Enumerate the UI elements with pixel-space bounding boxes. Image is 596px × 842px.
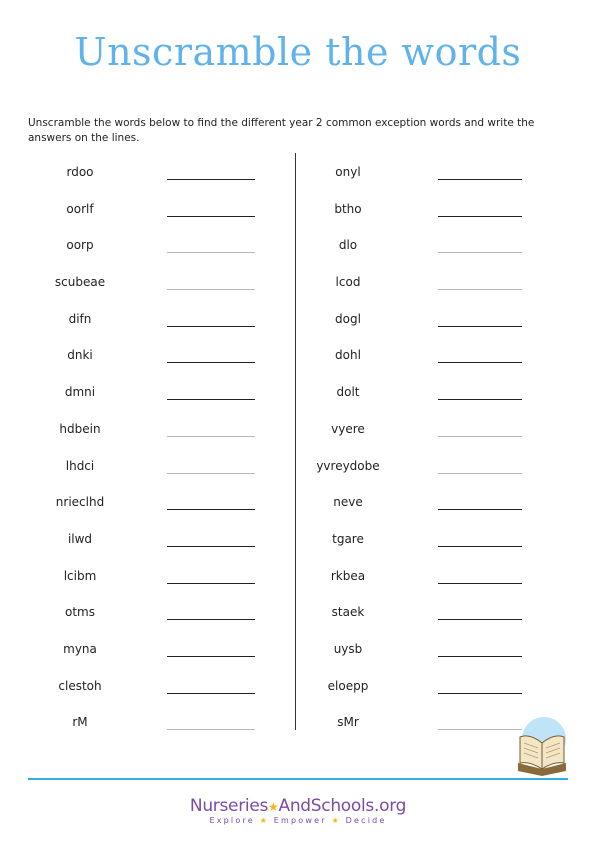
scrambled-word: myna <box>63 641 97 656</box>
word-row <box>30 302 290 339</box>
answer-line[interactable] <box>167 216 255 217</box>
word-row <box>300 228 560 265</box>
scrambled-word: nrieclhd <box>55 495 105 510</box>
scrambled-word: yvreydobe <box>316 458 380 473</box>
scrambled-word: rdoo <box>66 165 94 179</box>
scrambled-word: scubeae <box>54 275 106 290</box>
word-row <box>30 338 290 375</box>
scrambled-word: dohl <box>335 348 361 363</box>
scrambled-word: clestoh <box>58 678 102 693</box>
scrambled-word: sMr <box>337 715 359 730</box>
word-row <box>30 412 290 449</box>
instructions-text: Unscramble the words below to find the different year 2 common exception words and write the answers on the lines. <box>28 117 535 144</box>
answer-line[interactable] <box>438 583 522 584</box>
scrambled-word: hdbein <box>59 421 101 436</box>
answer-line[interactable] <box>167 436 255 437</box>
word-row <box>300 632 560 669</box>
answer-line[interactable] <box>167 693 255 694</box>
answer-line[interactable] <box>438 656 522 657</box>
word-row <box>30 375 290 412</box>
word-row <box>300 192 560 229</box>
answer-line[interactable] <box>167 473 255 474</box>
answer-line[interactable] <box>167 252 255 253</box>
brand-tagline: Explore ★ Empower ★ Decide <box>209 816 387 825</box>
scrambled-word: neve <box>333 495 363 510</box>
answer-line[interactable] <box>438 619 522 620</box>
brand-name: Nurseries★AndSchools.org <box>189 796 407 816</box>
answer-line[interactable] <box>438 326 522 327</box>
right-word-column <box>300 155 560 742</box>
word-row <box>30 155 290 192</box>
word-row <box>30 705 290 742</box>
scrambled-word: ilwd <box>67 531 93 546</box>
left-word-column <box>30 155 290 742</box>
footer-logo <box>0 796 596 825</box>
word-row <box>300 449 560 486</box>
answer-line[interactable] <box>167 729 255 730</box>
word-row <box>30 522 290 559</box>
word-row <box>300 559 560 596</box>
scrambled-word: dlo <box>338 238 358 253</box>
answer-line[interactable] <box>438 399 522 400</box>
bottom-rule <box>28 778 568 780</box>
answer-line[interactable] <box>167 546 255 547</box>
column-divider <box>295 153 296 730</box>
word-row <box>300 412 560 449</box>
word-row <box>30 265 290 302</box>
word-row <box>300 669 560 706</box>
scrambled-word: tgare <box>332 531 364 546</box>
answer-line[interactable] <box>167 362 255 363</box>
answer-line[interactable] <box>167 656 255 657</box>
answer-line[interactable] <box>438 436 522 437</box>
word-row <box>30 595 290 632</box>
scrambled-word: otms <box>65 605 95 620</box>
answer-line[interactable] <box>167 509 255 510</box>
answer-line[interactable] <box>167 399 255 400</box>
answer-line[interactable] <box>438 546 522 547</box>
answer-line[interactable] <box>438 729 522 730</box>
scrambled-word: oorlf <box>66 201 94 216</box>
scrambled-word: lcibm <box>63 568 97 583</box>
word-row <box>300 338 560 375</box>
answer-line[interactable] <box>438 252 522 253</box>
word-row <box>300 375 560 412</box>
scrambled-word: lhdci <box>65 458 95 473</box>
scrambled-word: difn <box>68 311 92 326</box>
scrambled-word: btho <box>334 201 362 216</box>
word-row <box>30 632 290 669</box>
scrambled-word: eloepp <box>327 678 369 693</box>
scrambled-word: rM <box>72 715 88 730</box>
answer-line[interactable] <box>438 693 522 694</box>
scrambled-word: dmni <box>64 385 96 400</box>
word-row <box>300 155 560 192</box>
scrambled-word: dogl <box>335 311 361 326</box>
word-row <box>300 485 560 522</box>
answer-line[interactable] <box>167 289 255 290</box>
word-row <box>300 302 560 339</box>
scrambled-word: staek <box>331 605 365 620</box>
answer-line[interactable] <box>167 583 255 584</box>
word-row <box>300 265 560 302</box>
word-row <box>30 559 290 596</box>
scrambled-word: lcod <box>335 275 361 290</box>
scrambled-word: dnki <box>67 348 93 363</box>
answer-line[interactable] <box>167 326 255 327</box>
word-row <box>300 595 560 632</box>
scrambled-word: rkbea <box>330 568 366 583</box>
scrambled-word: oorp <box>66 238 94 253</box>
answer-line[interactable] <box>438 473 522 474</box>
page-title: Unscramble the words <box>74 30 522 74</box>
word-row <box>300 522 560 559</box>
scrambled-word: onyl <box>335 165 361 179</box>
open-book-icon <box>512 713 572 777</box>
answer-line[interactable] <box>167 619 255 620</box>
answer-line[interactable] <box>438 179 522 180</box>
word-row <box>30 669 290 706</box>
word-row <box>30 192 290 229</box>
scrambled-word: vyere <box>331 421 365 436</box>
answer-line[interactable] <box>438 362 522 363</box>
word-row <box>30 449 290 486</box>
scrambled-word: dolt <box>336 385 360 400</box>
answer-line[interactable] <box>438 289 522 290</box>
word-row <box>30 485 290 522</box>
word-row <box>30 228 290 265</box>
answer-line[interactable] <box>438 509 522 510</box>
scrambled-word: uysb <box>333 641 363 656</box>
answer-line[interactable] <box>167 179 255 180</box>
answer-line[interactable] <box>438 216 522 217</box>
